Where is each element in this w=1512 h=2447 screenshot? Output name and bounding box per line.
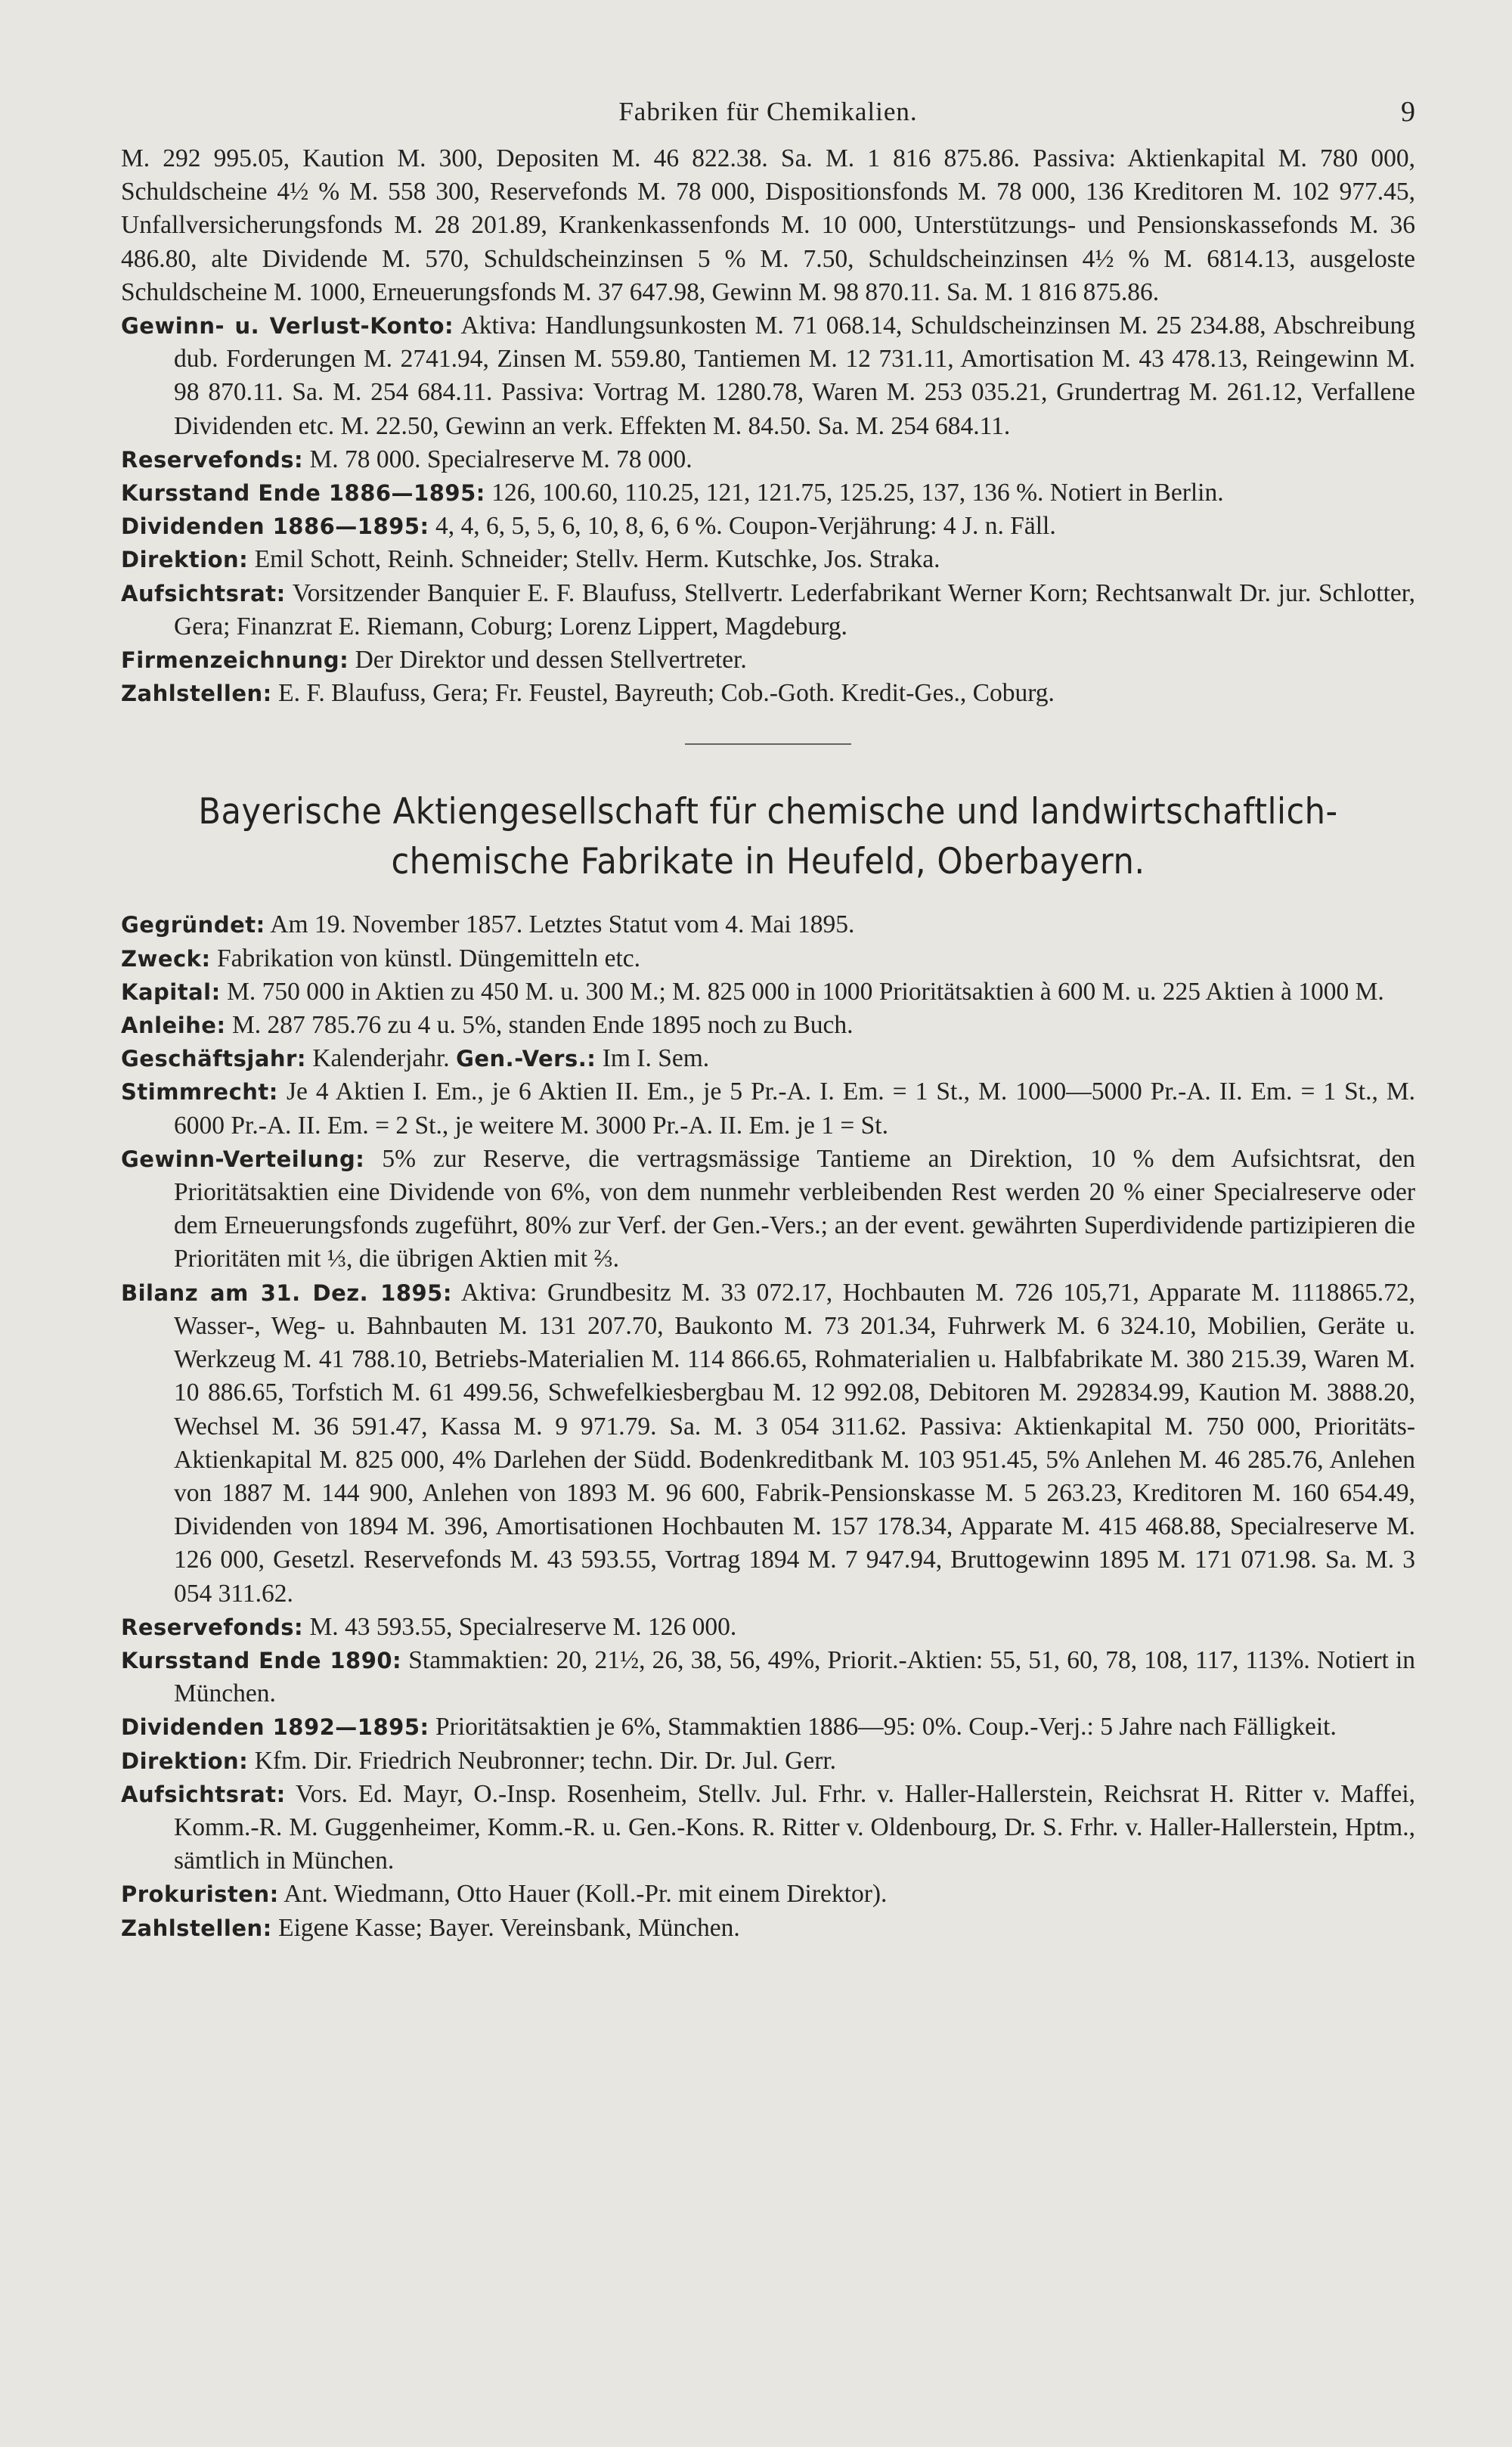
entry-heufeld xyxy=(121,908,1415,1944)
dividenden-2-text: Prioritätsaktien je 6%, Stammaktien 1886—95: 0%. Coup.-Verj.: 5 Jahre nach Fälligkeit. xyxy=(435,1713,1337,1741)
bilanz-continued: M. 292 995.05, Kaution M. 300, Depositen M. 46 822.38. Sa. M. 1 816 875.86. Passiva: Aktienkapital M. 780 000, Schuldscheine 4½ % M. 558 300, Reservefonds M. 78 000, Dispositionsfonds M. 78 000, 136 Kreditoren M. 102 977.45, Unfallversicherungsfonds M. 28 201.89, Krankenkassenfonds M. 10 000, Unterstützungs- und Pensionskassefonds M. 36 486.80, alte Dividende M. 570, Schuldscheinzinsen 5 % M. 7.50, Schuldscheinzinsen 4½ % M. 6814.13, ausgeloste Schuldscheine M. 1000, Erneuerungsfonds M. 37 647.98, Gewinn M. 98 870.11. Sa. M. 1 816 875.86. xyxy=(121,144,1415,306)
gewinn-verteilung xyxy=(121,1143,1415,1276)
firmenzeichnung-label: Firmenzeichnung: xyxy=(121,647,349,674)
firmenzeichnung-text: Der Direktor und dessen Stellvertreter. xyxy=(355,646,747,675)
anleihe xyxy=(121,1009,1415,1042)
reservefonds-label: Reservefonds: xyxy=(121,446,304,473)
prokuristen xyxy=(121,1878,1415,1911)
kursstand-label: Kursstand Ende 1886—1895: xyxy=(121,480,485,507)
geschaeftsjahr xyxy=(121,1042,1415,1075)
company-heading xyxy=(172,787,1363,887)
zahlstellen-text: E. F. Blaufuss, Gera; Fr. Feustel, Bayreuth; Cob.-Goth. Kredit-Ges., Coburg. xyxy=(278,679,1055,708)
aufsichtsrat-2-text: Vors. Ed. Mayr, O.-Insp. Rosenheim, Stellv. Jul. Frhr. v. Haller-Hallerstein, Reichsrat H. Ritter v. Maffei, Komm.-R. M. Guggenheimer, Komm.-R. u. Gen.-Kons. R. Ritter v. Oldenbourg, Dr. S. Frhr. v. Haller-Hallerstein, Hptm., sämtlich in München. xyxy=(174,1779,1415,1875)
kapital-text: M. 750 000 in Aktien zu 450 M. u. 300 M.; M. 825 000 in 1000 Prioritätsaktien à 600 M. u. 225 Aktien à 1000 M. xyxy=(227,977,1384,1006)
page-number: 9 xyxy=(1401,96,1415,128)
running-header xyxy=(121,89,1415,142)
anleihe-text: M. 287 785.76 zu 4 u. 5%, standen Ende 1895 noch zu Buch. xyxy=(231,1011,854,1040)
reservefonds-2-text: M. 43 593.55, Specialreserve M. 126 000. xyxy=(309,1612,737,1641)
kursstand-2-text: Stammaktien: 20, 21½, 26, 38, 56, 49%, Priorit.-Aktien: 55, 51, 60, 78, 108, 117, 113%. Notiert in München. xyxy=(174,1645,1416,1708)
direktion xyxy=(121,543,1415,576)
prokuristen-label: Prokuristen: xyxy=(121,1881,279,1908)
gegruendet-label: Gegründet: xyxy=(121,912,265,938)
dividenden-2-label: Dividenden 1892—1895: xyxy=(121,1714,429,1741)
geschaeftsjahr-text: Kalenderjahr. xyxy=(312,1044,450,1073)
zweck xyxy=(121,942,1415,975)
firmenzeichnung xyxy=(121,644,1415,677)
stimmrecht xyxy=(121,1075,1415,1142)
reservefonds xyxy=(121,443,1415,476)
kursstand-2-label: Kursstand Ende 1890: xyxy=(121,1647,402,1673)
gegruendet xyxy=(121,908,1415,941)
dividenden-label: Dividenden 1886—1895: xyxy=(121,513,429,540)
aufsichtsrat-text: Vorsitzender Banquier E. F. Blaufuss, Stellvertr. Lederfabrikant Werner Korn; Rechtsanwalt Dr. jur. Schlotter, Gera; Finanzrat E. Riemann, Coburg; Lorenz Lippert, Magdeburg. xyxy=(174,578,1415,640)
zahlstellen-2-label: Zahlstellen: xyxy=(121,1915,272,1941)
gewinn-verlust-text: Aktiva: Handlungsunkosten M. 71 068.14, Schuldscheinzinsen M. 25 234.88, Abschreibung dub. Forderungen M. 2741.94, Zinsen M. 559.80, Tantiemen M. 12 731.11, Amortisation M. 43 478.13, Reingewinn M. 98 870.11. Sa. M. 254 684.11. Passiva: Vortrag M. 1280.78, Waren M. 253 035.21, Grundertrag M. 261.12, Verfallene Dividenden etc. M. 22.50, Gewinn an verk. Effekten M. 84.50. Sa. M. 254 684.11. xyxy=(174,312,1415,440)
zweck-text: Fabrikation von künstl. Düngemitteln etc. xyxy=(216,944,641,972)
aufsichtsrat-2 xyxy=(121,1778,1415,1878)
direktion-2-text: Kfm. Dir. Friedrich Neubronner; techn. Dir. Dr. Jul. Gerr. xyxy=(254,1746,837,1775)
prokuristen-text: Ant. Wiedmann, Otto Hauer (Koll.-Pr. mit einem Direktor). xyxy=(284,1880,888,1909)
kapital xyxy=(121,975,1415,1009)
bilanz-label: Bilanz am 31. Dez. 1895: xyxy=(121,1279,452,1306)
kursstand xyxy=(121,476,1415,510)
entry-chemikalien-continued xyxy=(121,142,1415,710)
direktion-2-label: Direktion: xyxy=(121,1748,249,1774)
gewinn-verteilung-text: 5% zur Reserve, die vertragsmässige Tantieme an Direktion, 10 % dem Aufsichtsrat, den Prioritätsaktien eine Dividende von 6%, von dem nunmehr verbleibenden Rest werden 20 % einer Specialreserve oder dem Erneuerungsfonds zugeführt, 80% zur Verf. der Gen.-Vers.; an der event. gewährten Superdividende partizipieren die Prioritäten mit ⅓, die übrigen Aktien mit ⅔. xyxy=(174,1144,1415,1273)
aufsichtsrat-2-label: Aufsichtsrat: xyxy=(121,1781,286,1807)
company-heading-line2: chemische Fabrikate in Heufeld, Oberbayern. xyxy=(391,841,1145,883)
aufsichtsrat-label: Aufsichtsrat: xyxy=(121,580,286,606)
stimmrecht-text: Je 4 Aktien I. Em., je 6 Aktien II. Em., je 5 Pr.-A. I. Em. = 1 St., M. 1000—5000 Pr.-A. II. Em. = 1 St., M. 6000 Pr.-A. II. Em. = 2 St., je weitere M. 3000 Pr.-A. II. Em. je 1 = St. xyxy=(174,1078,1415,1140)
zahlstellen-label: Zahlstellen: xyxy=(121,681,272,707)
direktion-2 xyxy=(121,1745,1415,1778)
gewinn-verteilung-label: Gewinn-Verteilung: xyxy=(121,1146,365,1172)
gen-vers-label: Gen.-Vers.: xyxy=(456,1046,596,1072)
gewinn-verlust-label: Gewinn- u. Verlust-Konto: xyxy=(121,313,454,340)
gewinn-verlust-konto xyxy=(121,309,1415,443)
dividenden-text: 4, 4, 6, 5, 5, 6, 10, 8, 6, 6 %. Coupon-Verjährung: 4 J. n. Fäll. xyxy=(435,512,1056,541)
section-divider xyxy=(685,743,851,745)
bilanz xyxy=(121,1276,1415,1611)
dividenden-2 xyxy=(121,1710,1415,1744)
aufsichtsrat xyxy=(121,577,1415,644)
direktion-label: Direktion: xyxy=(121,547,249,573)
zahlstellen xyxy=(121,677,1415,710)
kursstand-2 xyxy=(121,1644,1415,1710)
reservefonds-text: M. 78 000. Specialreserve M. 78 000. xyxy=(309,445,692,473)
zahlstellen-2-text: Eigene Kasse; Bayer. Vereinsbank, München. xyxy=(278,1913,740,1942)
gen-vers-text: Im I. Sem. xyxy=(602,1044,710,1073)
zahlstellen-2 xyxy=(121,1912,1415,1945)
anleihe-label: Anleihe: xyxy=(121,1013,226,1039)
reservefonds-2-label: Reservefonds: xyxy=(121,1614,304,1640)
running-title: Fabriken für Chemikalien. xyxy=(618,97,918,126)
reservefonds-2 xyxy=(121,1611,1415,1644)
zweck-label: Zweck: xyxy=(121,945,211,972)
kursstand-text: 126, 100.60, 110.25, 121, 121.75, 125.25, 137, 136 %. Notiert in Berlin. xyxy=(491,479,1224,507)
bilanz-text: Aktiva: Grundbesitz M. 33 072.17, Hochbauten M. 726 105,71, Apparate M. 1118865.72, Wasser-, Weg- u. Bahnbauten M. 131 207.70, Baukonto M. 73 201.34, Fuhrwerk M. 6 324.10, Mobilien, Geräte u. Werkzeug M. 41 788.10, Betriebs-Materialien M. 114 866.65, Rohmaterialien u. Halbfabrikate M. 380 215.39, Waren M. 10 886.65, Torfstich M. 61 499.56, Schwefelkiesbergbau M. 12 992.08, Debitoren M. 292834.99, Kaution M. 3888.20, Wechsel M. 36 591.47, Kassa M. 9 971.79. Sa. M. 3 054 311.62. Passiva: Aktienkapital M. 750 000, Prioritäts-Aktienkapital M. 825 000, 4% Darlehen der Südd. Bodenkreditbank M. 103 951.45, 5% Anlehen M. 46 285.76, Anlehen von 1887 M. 144 900, Anlehen von 1893 M. 96 600, Fabrik-Pensionskasse M. 5 263.23, Kreditoren M. 160 654.49, Dividenden von 1894 M. 396, Amortisationen Hochbauten M. 157 178.34, Apparate M. 415 468.88, Specialreserve M. 126 000, Gesetzl. Reservefonds M. 43 593.55, Vortrag 1894 M. 7 947.94, Bruttogewinn 1895 M. 171 071.98. Sa. M. 3 054 311.62. xyxy=(174,1278,1415,1608)
stimmrecht-label: Stimmrecht: xyxy=(121,1079,278,1106)
company-heading-line1: Bayerische Aktiengesellschaft für chemische und landwirtschaftlich- xyxy=(198,791,1338,833)
geschaeftsjahr-label: Geschäftsjahr: xyxy=(121,1046,306,1072)
kapital-label: Kapital: xyxy=(121,978,221,1005)
direktion-text: Emil Schott, Reinh. Schneider; Stellv. Herm. Kutschke, Jos. Straka. xyxy=(254,545,940,574)
gegruendet-text: Am 19. November 1857. Letztes Statut vom 4. Mai 1895. xyxy=(270,910,855,939)
dividenden xyxy=(121,510,1415,543)
